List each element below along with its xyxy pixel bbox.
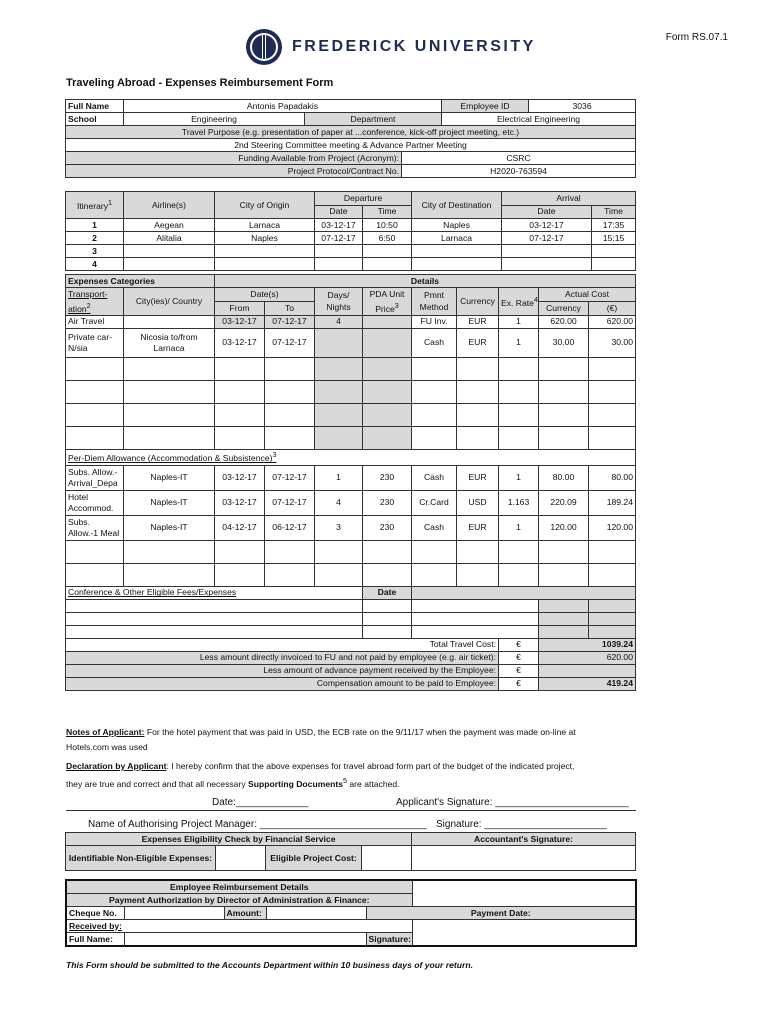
declaration: Declaration by Applicant: I hereby confirm that the above expenses for travel abroad form part of the budget of the indicated project, they are true and correct and that all necessary Supporting Documents$^5$ are attached.: [66, 761, 575, 789]
reimbursement-table: [65, 879, 637, 947]
total-row: [66, 651, 636, 664]
expense-row: [66, 380, 636, 403]
category-cell[interactable]: Subs. Allow.-1 Meal: [66, 515, 124, 540]
category-cell[interactable]: Subs. Allow.-Arrival_Depa: [66, 465, 124, 490]
form-title: Traveling Abroad - Expenses Reimbursement Form: [66, 77, 334, 89]
school-label: School: [66, 113, 124, 126]
total-label: Total Travel Cost:: [66, 638, 499, 651]
days-cell[interactable]: 1: [315, 465, 363, 490]
full-name-value[interactable]: Antonis Papadakis: [124, 100, 442, 113]
origin-cell[interactable]: [215, 245, 315, 258]
destination-cell[interactable]: [412, 258, 502, 271]
total-value[interactable]: [539, 664, 636, 677]
authorization-label: Payment Authorization by Director of Administration & Finance:: [66, 894, 412, 907]
funding-value[interactable]: CSRC: [402, 152, 636, 165]
currency-symbol: €: [499, 638, 539, 651]
rate-cell[interactable]: 1: [499, 515, 539, 540]
arrival-header: Arrival: [502, 192, 636, 206]
days-cell[interactable]: [315, 328, 363, 357]
itinerary-no: 4: [66, 258, 124, 271]
arrival-date-header: Date: [502, 205, 592, 219]
currency-cell[interactable]: EUR: [457, 315, 499, 328]
rate-cell[interactable]: 1.163: [499, 490, 539, 515]
from-header: From: [215, 301, 265, 315]
pmnt-method-header: Pmnt Method: [412, 288, 457, 316]
days-cell[interactable]: 3: [315, 515, 363, 540]
from-cell[interactable]: 03-12-17: [215, 490, 265, 515]
method-cell[interactable]: Cash: [412, 328, 457, 357]
conference-row: [66, 625, 636, 638]
cost-eur-header: (€): [589, 301, 636, 315]
category-cell[interactable]: Hotel Accommod.: [66, 490, 124, 515]
origin-cell[interactable]: Larnaca: [215, 219, 315, 232]
accountant-signature-label: Accountant's Signature:: [412, 833, 636, 846]
expenses-table: [65, 274, 636, 691]
days-cell[interactable]: 4: [315, 315, 363, 328]
university-seal-icon: [244, 27, 284, 67]
divider: [66, 810, 636, 811]
rate-cell[interactable]: 1: [499, 465, 539, 490]
conference-row: [66, 612, 636, 625]
authorization-signature-field[interactable]: [412, 880, 636, 907]
cost-eur-cell[interactable]: 120.00: [589, 515, 636, 540]
departure-time-header: Time: [363, 205, 412, 219]
employee-id-value[interactable]: 3036: [529, 100, 636, 113]
department-label: Department: [305, 113, 442, 126]
currency-cell[interactable]: EUR: [457, 465, 499, 490]
pda-cell[interactable]: 230: [363, 465, 412, 490]
city-cell[interactable]: Nicosia to/from Larnaca: [124, 328, 215, 357]
actual-cost-header: Actual Cost: [539, 288, 636, 302]
itinerary-row: [66, 219, 636, 232]
arr-time-cell[interactable]: 17:35: [592, 219, 636, 232]
reimbursement-details-label: Employee Reimbursement Details: [66, 880, 412, 894]
amount-label: Amount:: [224, 907, 266, 920]
currency-symbol: €: [499, 677, 539, 690]
itinerary-table: [65, 191, 636, 271]
from-cell[interactable]: 03-12-17: [215, 328, 265, 357]
arr-time-cell[interactable]: [592, 258, 636, 271]
pda-cell[interactable]: 230: [363, 490, 412, 515]
expense-row: [66, 426, 636, 449]
manager-signature-line[interactable]: Signature: ______________________: [436, 819, 607, 830]
applicant-info-table: [65, 99, 636, 178]
payment-date-field[interactable]: [412, 920, 636, 947]
currency-symbol: €: [499, 651, 539, 664]
notes-text: For the hotel payment that was paid in USD, the ECB rate on the 9/11/17 when the payment was made on-line at: [146, 727, 576, 737]
city-cell[interactable]: [124, 315, 215, 328]
payment-date-label: Payment Date:: [366, 907, 636, 920]
funding-label: Funding Available from Project (Acronym):: [66, 152, 402, 165]
university-logo: [244, 28, 544, 66]
arr-date-cell[interactable]: [502, 245, 592, 258]
method-cell[interactable]: FU Inv.: [412, 315, 457, 328]
departure-header: Departure: [315, 192, 412, 206]
pda-header: PDA Unit Price$^3$: [363, 288, 412, 316]
arr-time-cell[interactable]: [592, 245, 636, 258]
signature-label: Signature:: [366, 933, 412, 947]
declaration-label: Declaration by Applicant: [66, 761, 167, 771]
ex-rate-header: Ex. Rate$^4$: [499, 288, 539, 316]
to-cell[interactable]: 07-12-17: [265, 328, 315, 357]
city-origin-header: City of Origin: [215, 192, 315, 219]
from-cell[interactable]: 03-12-17: [215, 465, 265, 490]
total-value[interactable]: 1039.24: [539, 638, 636, 651]
city-destination-header: City of Destination: [412, 192, 502, 219]
dep-time-cell[interactable]: [363, 245, 412, 258]
per-diem-row: [66, 490, 636, 515]
travel-purpose-label: Travel Purpose (e.g. presentation of paper at ...conference, kick-off project meeting, etc.): [66, 126, 636, 139]
from-cell[interactable]: 04-12-17: [215, 515, 265, 540]
cost-currency-header: Currency: [539, 301, 589, 315]
per-diem-row: [66, 465, 636, 490]
details-label: Details: [215, 275, 636, 288]
to-header: To: [265, 301, 315, 315]
received-full-name-field[interactable]: [124, 933, 366, 947]
arrival-time-header: Time: [592, 205, 636, 219]
full-name-label: Full Name: [66, 100, 124, 113]
origin-cell[interactable]: Naples: [215, 232, 315, 245]
days-cell[interactable]: 4: [315, 490, 363, 515]
total-value[interactable]: 620.00: [539, 651, 636, 664]
footer-note: This Form should be submitted to the Accounts Department within 10 business days of your return.: [66, 960, 473, 970]
cities-header: City(ies)/ Country: [124, 288, 215, 316]
currency-symbol: €: [499, 664, 539, 677]
itinerary-row: [66, 258, 636, 271]
eligible-cost-value[interactable]: [362, 846, 412, 871]
cost-currency-cell[interactable]: 220.09: [539, 490, 589, 515]
rate-cell[interactable]: 1: [499, 315, 539, 328]
cost-eur-cell[interactable]: 30.00: [589, 328, 636, 357]
itinerary-row: [66, 245, 636, 258]
days-header: Days/ Nights: [315, 288, 363, 316]
arr-time-cell[interactable]: 15:15: [592, 232, 636, 245]
destination-cell[interactable]: Larnaca: [412, 232, 502, 245]
form-number: Form RS.07.1: [665, 32, 728, 43]
city-cell[interactable]: Naples-IT: [124, 465, 215, 490]
to-cell[interactable]: 07-12-17: [265, 490, 315, 515]
cheque-label: Cheque No.: [66, 907, 124, 920]
dep-time-cell[interactable]: [363, 258, 412, 271]
conference-date-cell[interactable]: [363, 625, 412, 638]
eligibility-label: Expenses Eligibility Check by Financial Service: [66, 833, 412, 846]
total-row: [66, 677, 636, 690]
per-diem-row: [66, 540, 636, 563]
non-eligible-value[interactable]: [216, 846, 266, 871]
cost-eur-cell[interactable]: 189.24: [589, 490, 636, 515]
notes-text-cont: Hotels.com was used: [66, 742, 148, 752]
dep-date-cell[interactable]: 03-12-17: [315, 219, 363, 232]
full-name-label: Full Name:: [66, 933, 124, 947]
rate-cell[interactable]: 1: [499, 328, 539, 357]
dep-date-cell[interactable]: 07-12-17: [315, 232, 363, 245]
protocol-label: Project Protocol/Contract No.: [66, 165, 402, 178]
currency-header: Currency: [457, 288, 499, 316]
total-label: Less amount of advance payment received by the Employee:: [66, 664, 499, 677]
destination-cell[interactable]: [412, 245, 502, 258]
currency-cell[interactable]: USD: [457, 490, 499, 515]
cost-eur-cell[interactable]: 80.00: [589, 465, 636, 490]
arr-date-cell[interactable]: 03-12-17: [502, 219, 592, 232]
total-row: [66, 664, 636, 677]
per-diem-row: [66, 563, 636, 586]
applicant-notes: [66, 725, 636, 755]
total-row: [66, 638, 636, 651]
expense-row: [66, 328, 636, 357]
itinerary-no: 2: [66, 232, 124, 245]
conference-date-cell[interactable]: [363, 599, 412, 612]
pda-cell[interactable]: [363, 315, 412, 328]
travel-purpose-value[interactable]: 2nd Steering Committee meeting & Advance Partner Meeting: [66, 139, 636, 152]
from-cell[interactable]: 03-12-17: [215, 315, 265, 328]
per-diem-label: Per-Diem Allowance (Accommodation & Subsistence)$^3$: [66, 449, 636, 465]
category-cell[interactable]: Private car-N/sia: [66, 328, 124, 357]
university-name: FREDERICK UNIVERSITY: [292, 38, 536, 55]
notes-label: Notes of Applicant:: [66, 727, 145, 737]
arr-date-cell[interactable]: [502, 258, 592, 271]
school-value[interactable]: Engineering: [124, 113, 305, 126]
airline-cell[interactable]: [124, 245, 215, 258]
conference-date-label: Date: [363, 586, 412, 599]
to-cell[interactable]: 07-12-17: [265, 465, 315, 490]
itinerary-no: 1: [66, 219, 124, 232]
destination-cell[interactable]: Naples: [412, 219, 502, 232]
date-line[interactable]: Date:_____________: [212, 797, 309, 808]
cost-currency-cell[interactable]: 30.00: [539, 328, 589, 357]
dates-header: Date(s): [215, 288, 315, 302]
department-value[interactable]: Electrical Engineering: [442, 113, 636, 126]
applicant-signature-line[interactable]: Applicant's Signature: ________________________: [396, 797, 629, 808]
total-value[interactable]: 419.24: [539, 677, 636, 690]
conference-label: Conference & Other Eligible Fees/Expenses: [66, 586, 363, 599]
city-cell[interactable]: Naples-IT: [124, 515, 215, 540]
itinerary-row: [66, 232, 636, 245]
protocol-value[interactable]: H2020-763594: [402, 165, 636, 178]
method-cell[interactable]: Cash: [412, 515, 457, 540]
conference-row: [66, 599, 636, 612]
expense-row: [66, 357, 636, 380]
manager-name-line[interactable]: Name of Authorising Project Manager: ______________________________: [88, 819, 427, 830]
expense-row: [66, 403, 636, 426]
expenses-categories-label: Expenses Categories: [66, 275, 215, 288]
cheque-value[interactable]: [124, 907, 224, 920]
itinerary-no: 3: [66, 245, 124, 258]
dep-time-cell[interactable]: 6:50: [363, 232, 412, 245]
dep-date-cell[interactable]: [315, 245, 363, 258]
total-label: Compensation amount to be paid to Employee:: [66, 677, 499, 690]
currency-cell[interactable]: EUR: [457, 515, 499, 540]
to-cell[interactable]: 06-12-17: [265, 515, 315, 540]
airline-cell[interactable]: [124, 258, 215, 271]
departure-date-header: Date: [315, 205, 363, 219]
airline-cell[interactable]: Aegean: [124, 219, 215, 232]
cost-currency-cell[interactable]: 120.00: [539, 515, 589, 540]
method-cell[interactable]: Cr.Card: [412, 490, 457, 515]
eligibility-table: [65, 832, 636, 871]
total-label: Less amount directly invoiced to FU and not paid by employee (e.g. air ticket):: [66, 651, 499, 664]
airlines-header: Airline(s): [124, 192, 215, 219]
transportation-header: Transport- ation$^2$: [66, 288, 124, 316]
pda-cell[interactable]: 230: [363, 515, 412, 540]
itinerary-header: Itinerary$^1$: [66, 192, 124, 219]
cost-currency-cell[interactable]: 80.00: [539, 465, 589, 490]
origin-cell[interactable]: [215, 258, 315, 271]
eligible-cost-label: Eligible Project Cost:: [266, 846, 362, 871]
arr-date-cell[interactable]: 07-12-17: [502, 232, 592, 245]
airline-cell[interactable]: Alitalia: [124, 232, 215, 245]
cost-currency-cell[interactable]: 620.00: [539, 315, 589, 328]
conference-date-cell[interactable]: [363, 612, 412, 625]
accountant-signature-field[interactable]: [412, 846, 636, 871]
amount-value[interactable]: [266, 907, 366, 920]
expense-row: [66, 315, 636, 328]
currency-cell[interactable]: EUR: [457, 328, 499, 357]
method-cell[interactable]: Cash: [412, 465, 457, 490]
pda-cell[interactable]: [363, 328, 412, 357]
cost-eur-cell[interactable]: 620.00: [589, 315, 636, 328]
city-cell[interactable]: Naples-IT: [124, 490, 215, 515]
dep-time-cell[interactable]: 10:50: [363, 219, 412, 232]
to-cell[interactable]: 07-12-17: [265, 315, 315, 328]
supporting-documents: Supporting Documents: [248, 778, 344, 789]
dep-date-cell[interactable]: [315, 258, 363, 271]
per-diem-row: [66, 515, 636, 540]
category-cell[interactable]: Air Travel: [66, 315, 124, 328]
received-by-label: Received by:: [66, 920, 412, 933]
employee-id-label: Employee ID: [442, 100, 529, 113]
non-eligible-label: Identifiable Non-Eligible Expenses:: [66, 846, 216, 871]
